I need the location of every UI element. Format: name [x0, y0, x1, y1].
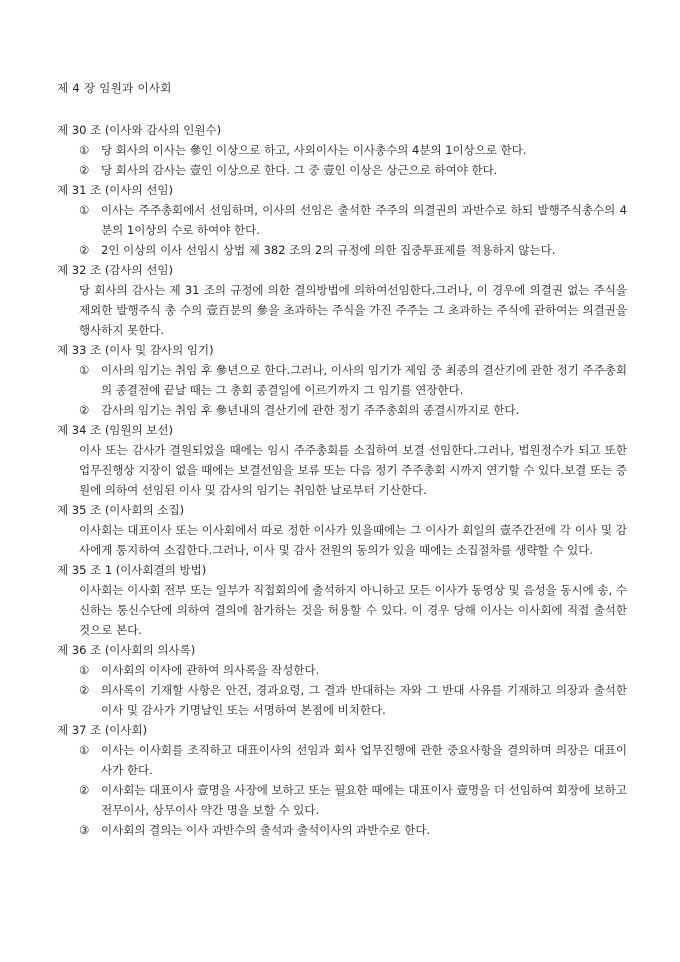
article — [57, 260, 627, 340]
article-paragraph: 이사회는 이사회 전부 또는 일부가 직접회의에 출석하지 아니하고 모든 이사가 동영상 및 음성을 동시에 송, 수신하는 통신수단에 의하여 결의에 참가하는 것을 허용할 수 있다. 이 경우 당해 이사는 이사회에 직접 출석한 것으로 본다. — [79, 583, 627, 637]
item-number: ① — [79, 203, 90, 217]
article-heading: 제 32 조 (감사의 선임) — [57, 263, 173, 277]
item-text: 이사회의 이사에 관하여 의사록을 작성한다. — [101, 663, 320, 677]
article-item — [79, 820, 627, 840]
article-item — [79, 360, 627, 400]
item-number: ② — [79, 243, 90, 257]
article-heading: 제 35 조 (이사회의 소집) — [57, 503, 185, 517]
article-item — [79, 740, 627, 780]
article-heading: 제 36 조 (이사회의 의사록) — [57, 643, 196, 657]
article-heading: 제 33 조 (이사 및 감사의 임기) — [57, 343, 214, 357]
item-text: 2인 이상의 이사 선임시 상법 제 382 조의 2의 규정에 의한 집중투표제를 적용하지 않는다. — [101, 243, 556, 257]
chapter-title: 제 4 장 임원과 이사회 — [57, 81, 172, 95]
article-heading: 제 30 조 (이사와 감사의 인원수) — [57, 123, 222, 137]
item-text: 당 회사의 감사는 壹인 이상으로 한다. 그 중 壹인 이상은 상근으로 하여야 한다. — [101, 163, 498, 177]
article — [57, 560, 627, 640]
item-text: 의사록이 기재할 사항은 안건, 경과요령, 그 결과 반대하는 자와 그 반대 사유를 기재하고 의장과 출석한 이사 및 감사가 기명날인 또는 서명하여 본점에 비치한다. — [101, 683, 627, 717]
article — [57, 640, 627, 720]
article — [57, 720, 627, 840]
article-paragraph: 당 회사의 감사는 제 31 조의 규정에 의한 결의방법에 의하여선임한다.그러나, 이 경우에 의결권 없는 주식을 제외한 발행주식 총 수의 壹百분의 參을 초과하는 주식을 가진 주주는 그 초과하는 주식에 관하여는 의결권을 행사하지 못한다. — [79, 283, 627, 337]
article — [57, 180, 627, 260]
articles-container — [57, 120, 627, 840]
article — [57, 120, 627, 180]
article-item — [79, 660, 627, 680]
article — [57, 500, 627, 560]
item-number: ① — [79, 143, 90, 157]
article-item — [79, 680, 627, 720]
article-heading: 제 37 조 (이사회) — [57, 723, 148, 737]
article — [57, 340, 627, 420]
item-number: ② — [79, 403, 90, 417]
item-text: 감사의 임기는 취임 후 參년내의 결산기에 관한 정기 주주총회의 종결시까지로 한다. — [101, 403, 520, 417]
article-item — [79, 160, 627, 180]
article — [57, 420, 627, 500]
item-text: 이사회의 결의는 이사 과반수의 출석과 출석이사의 과반수로 한다. — [101, 823, 431, 837]
item-number: ③ — [79, 823, 90, 837]
item-number: ① — [79, 743, 90, 757]
article-paragraph: 이사회는 대표이사 또는 이사회에서 따로 정한 이사가 있을때에는 그 이사가 회일의 壹주간전에 각 이사 및 감사에게 통지하여 소집한다.그러나, 이사 및 감사 전원의 동의가 있을 때에는 소집절차를 생략할 수 있다. — [79, 523, 627, 557]
item-text: 이사는 주주총회에서 선임하며, 이사의 선임은 출석한 주주의 의결권의 과반수로 하되 발행주식총수의 4분의 1이상의 수로 하여야 한다. — [101, 203, 627, 237]
item-text: 이사의 임기는 취임 후 參년으로 한다.그러나, 이사의 임기가 제임 중 최종의 결산기에 관한 정기 주주총회의 종결전에 끝날 때는 그 총회 종결일에 이르기까지 그 임기를 연장한다. — [101, 363, 627, 397]
article-item — [79, 140, 627, 160]
item-text: 이사회는 대표이사 壹명을 사장에 보하고 또는 필요한 때에는 대표이사 壹명을 더 선임하여 회장에 보하고 전무이사, 상무이사 약간 명을 보할 수 있다. — [101, 783, 627, 817]
item-number: ① — [79, 663, 90, 677]
article-item — [79, 240, 627, 260]
article-item — [79, 400, 627, 420]
article-heading: 제 35 조 1 (이사회결의 방법) — [57, 563, 207, 577]
article-heading: 제 31 조 (이사의 선임) — [57, 183, 173, 197]
article-heading: 제 34 조 (임원의 보선) — [57, 423, 173, 437]
item-text: 이사는 이사회를 조직하고 대표이사의 선임과 회사 업무진행에 관한 중요사항을 결의하며 의장은 대표이사가 한다. — [101, 743, 627, 777]
article-item — [79, 780, 627, 820]
item-number: ② — [79, 683, 90, 697]
item-number: ② — [79, 783, 90, 797]
item-number: ① — [79, 363, 90, 377]
article-item — [79, 200, 627, 240]
article-paragraph: 이사 또는 감사가 결원되었을 때에는 임시 주주총회를 소집하여 보결 선임한다.그러나, 법원정수가 되고 또한 업무진행상 지장이 없을 때에는 보결선임을 보류 또는 다음 정기 주주총회 시까지 연기할 수 있다.보결 또는 증원에 의하여 선임된 이사 및 감사의 임기는 취임한 날로부터 기산한다. — [79, 443, 627, 497]
item-text: 당 회사의 이사는 參인 이상으로 하고, 사외이사는 이사총수의 4분의 1이상으로 한다. — [101, 143, 527, 157]
item-number: ② — [79, 163, 90, 177]
